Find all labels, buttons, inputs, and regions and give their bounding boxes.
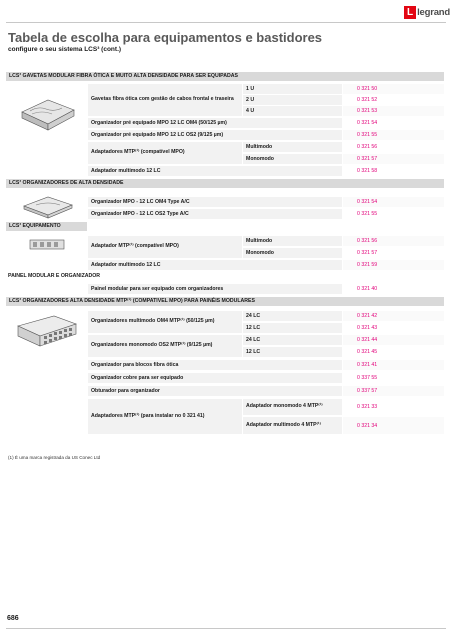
legrand-logo (404, 6, 450, 19)
org-blocos-label: Organizador para blocos fibra ótica (88, 360, 342, 370)
mtp-adapter-image (24, 236, 74, 256)
org-cobre-label: Organizador cobre para ser equipado (88, 373, 342, 383)
reference-org-blocos: 0 321 41 (343, 360, 444, 370)
fiber-drawer-image (18, 92, 78, 132)
adaptador-multimodo-label: Adaptador multimodo 4 MTP⁽¹⁾ (243, 417, 342, 434)
size-12lc: 12 LC (243, 323, 342, 333)
size-4u: 4 U (243, 106, 342, 116)
adaptador-mtp-label: Adaptador MTP⁽¹⁾ (compatível MPO) (88, 236, 242, 258)
adaptador-12lc-label: Adaptador multimodo 12 LC (88, 260, 342, 270)
size-24lc: 24 LC (243, 311, 342, 321)
reference-12lc-mono: 0 321 45 (357, 349, 378, 355)
reference-12lc-multi: 0 321 43 (357, 325, 378, 331)
size-2u: 2 U (243, 95, 342, 105)
reference-adaptador-monomodo: 0 321 33 (357, 404, 378, 410)
reference-12lc: 0 321 59 (343, 260, 444, 270)
org-multimodo-label: Organizadores multimodo OM4 MTP⁽¹⁾ (50/125 µm) (88, 311, 242, 333)
size-12lc: 12 LC (243, 347, 342, 357)
monomodo-label: Monomodo (243, 154, 342, 164)
org-os2-label: Organizador pré equipado MPO 12 LC OS2 (9/125 µm) (88, 130, 342, 140)
page-subtitle: configure o seu sistema LCS³ (cont.) (8, 46, 122, 53)
section-header-mtp: LCS³ ORGANIZADORES ALTA DENSIDADE MTP⁽¹⁾ (COMPATIVEL MPO) PARA PAINÉIS MODULARES (6, 297, 444, 306)
footnote: (1) É uma marca registrada da US Conec Ltd (8, 455, 101, 460)
top-rule (6, 22, 446, 23)
monomodo-label: Monomodo (243, 248, 342, 258)
org-om4-label: Organizador pré equipado MPO 12 LC OM4 (50/125 µm) (88, 118, 342, 128)
logo-text: legrand (417, 7, 450, 18)
reference-24lc-multi: 0 321 42 (343, 311, 444, 321)
size-1u: 1 U (243, 84, 342, 94)
section-header-organizadores: LCS³ ORGANIZADORES DE ALTA DENSIDADE (6, 179, 444, 188)
reference-2u: 0 321 52 (357, 97, 378, 103)
reference-4u: 0 321 53 (343, 106, 444, 116)
reference-12lc: 0 321 58 (357, 168, 378, 174)
bottom-rule (6, 628, 446, 629)
gavetas-fibra-label: Gavetas fibra ótica com gestão de cabos frontal e traseira (88, 84, 242, 116)
section-header-painel: PAINEL MODULAR E ORGANIZADOR (6, 272, 444, 281)
org-mpo-om4-label: Organizador MPO - 12 LC OM4 Type A/C (88, 197, 342, 207)
multimodo-label: Multimodo (243, 236, 342, 246)
logo-mark: L (404, 6, 416, 19)
reference-obturador: 0 337 57 (343, 386, 444, 396)
organizer-image (20, 193, 76, 219)
reference-org-mpo-om4: 0 321 54 (343, 197, 444, 207)
reference-1u: 0 321 50 (343, 84, 444, 94)
obturador-label: Obturador para organizador (88, 386, 342, 396)
mtp-organizer-image (14, 310, 80, 350)
page-title: Tabela de escolha para equipamentos e bastidores (8, 30, 323, 45)
adaptadores-mtp-label: Adaptadores MTP⁽¹⁾ (compatível MPO) (88, 142, 242, 164)
org-monomodo-label: Organizadores monomodo OS2 MTP⁽¹⁾ (9/125 µm) (88, 335, 242, 357)
adaptador-12lc-label: Adaptador multimodo 12 LC (88, 166, 342, 176)
reference-org-cobre: 0 337 55 (357, 375, 378, 381)
reference-multimodo: 0 321 56 (343, 236, 444, 246)
reference-org-mpo-os2: 0 321 55 (357, 211, 378, 217)
reference-adaptador-multimodo: 0 321 34 (343, 417, 444, 434)
section-header-equipamento: LCS³ EQUIPAMENTO (6, 222, 87, 231)
reference-org-os2: 0 321 55 (343, 130, 444, 140)
reference-multimodo: 0 321 56 (357, 144, 378, 150)
reference-monomodo: 0 321 57 (343, 154, 444, 164)
adaptador-monomodo-label: Adaptador monomodo 4 MTP⁽¹⁾ (243, 399, 342, 415)
size-24lc: 24 LC (243, 335, 342, 345)
reference-painel: 0 321 40 (357, 286, 378, 292)
reference-org-om4: 0 321 54 (357, 120, 378, 126)
reference-24lc-mono: 0 321 44 (343, 335, 444, 345)
multimodo-label: Multimodo (243, 142, 342, 152)
reference-monomodo: 0 321 57 (357, 250, 378, 256)
section-header-gavetas: LCS³ GAVETAS MODULAR FIBRA ÓTICA E MUITO ALTA DENSIDADE PARA SER EQUIPADAS (6, 72, 444, 81)
painel-modular-label: Painel modular para ser equipado com organizadores (88, 284, 342, 294)
page-number: 686 (7, 615, 19, 622)
org-mpo-os2-label: Organizador MPO - 12 LC OS2 Type A/C (88, 209, 342, 219)
adaptadores-mtp-label: Adaptadores MTP⁽¹⁾ (para instalar no 0 321 41) (88, 399, 242, 434)
